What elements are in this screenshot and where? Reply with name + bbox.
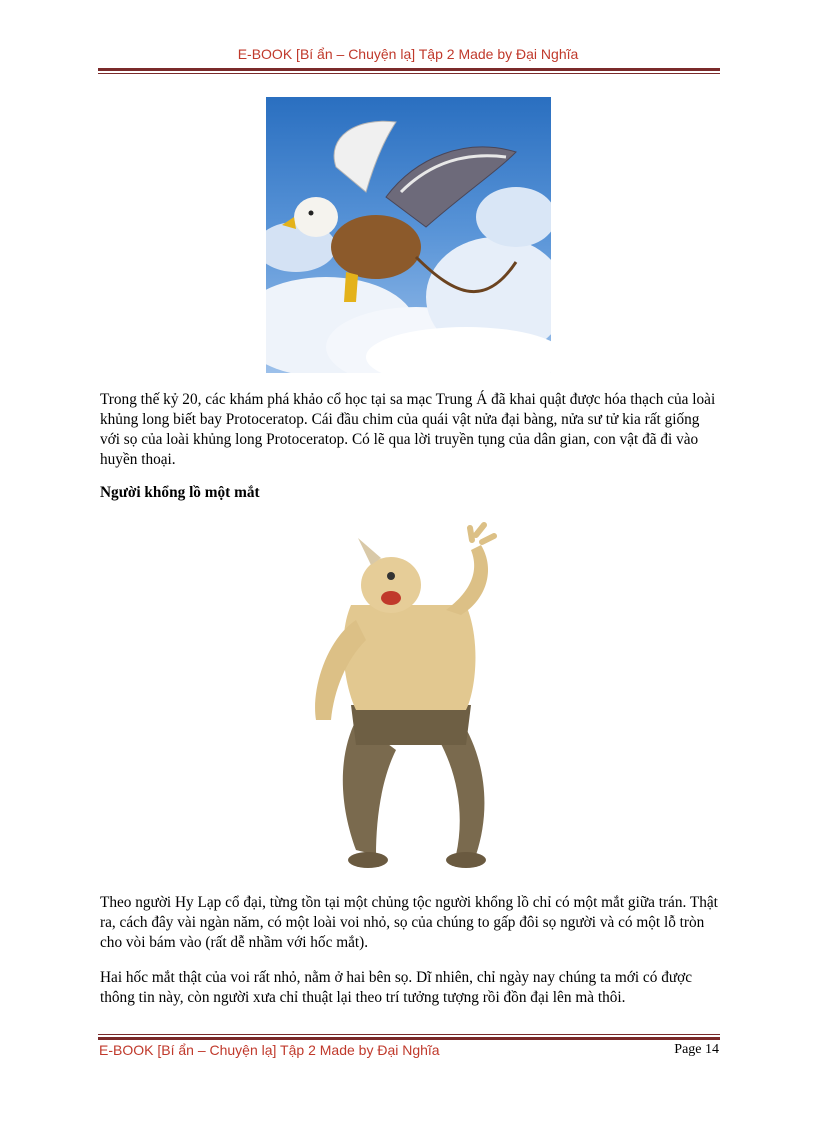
header-title: E-BOOK [Bí ẩn – Chuyện lạ] Tập 2 Made by Đại Nghĩa	[237, 46, 579, 62]
footer-rule	[98, 1037, 720, 1040]
footer-title: E-BOOK [Bí ẩn – Chuyện lạ] Tập 2 Made by Đại Nghĩa	[99, 1042, 440, 1058]
paragraph-cyclops: Theo người Hy Lạp cổ đại, từng tồn tại một chủng tộc người khổng lồ chỉ có một mắt giữa trán. Thật ra, cách đây vài ngàn năm, có một loài voi nhỏ, sọ của chúng to gấp đôi sọ người và có một lỗ tròn cho vòi bám vào (rất dễ nhầm với hốc mắt).	[100, 894, 718, 951]
griffin-image	[266, 97, 551, 373]
footer-rule-thin	[98, 1034, 720, 1035]
page-number: Page 14	[674, 1042, 719, 1057]
header-rule-thin	[98, 73, 720, 74]
section-heading: Người khổng lồ một mắt	[100, 484, 260, 501]
cyclops-image	[296, 520, 518, 876]
paragraph-griffin: Trong thế kỷ 20, các khám phá khảo cổ học tại sa mạc Trung Á đã khai quật được hóa thạch của loài khủng long biết bay Protoceratop. Cái đầu chim của quái vật nửa đại bàng, nửa sư tử kia rất giống với sọ của loài khủng long Protoceratop. Có lẽ qua lời truyền tụng của dân gian, con vật đã đi vào huyền thoại.	[100, 391, 716, 468]
paragraph-elephant-eyes: Hai hốc mắt thật của voi rất nhỏ, nằm ở hai bên sọ. Dĩ nhiên, chỉ ngày nay chúng ta mới có được thông tin này, còn người xưa chỉ thuật lại theo trí tưởng tượng rồi đồn đại lên mà thôi.	[100, 969, 693, 1006]
header-rule	[98, 68, 720, 71]
